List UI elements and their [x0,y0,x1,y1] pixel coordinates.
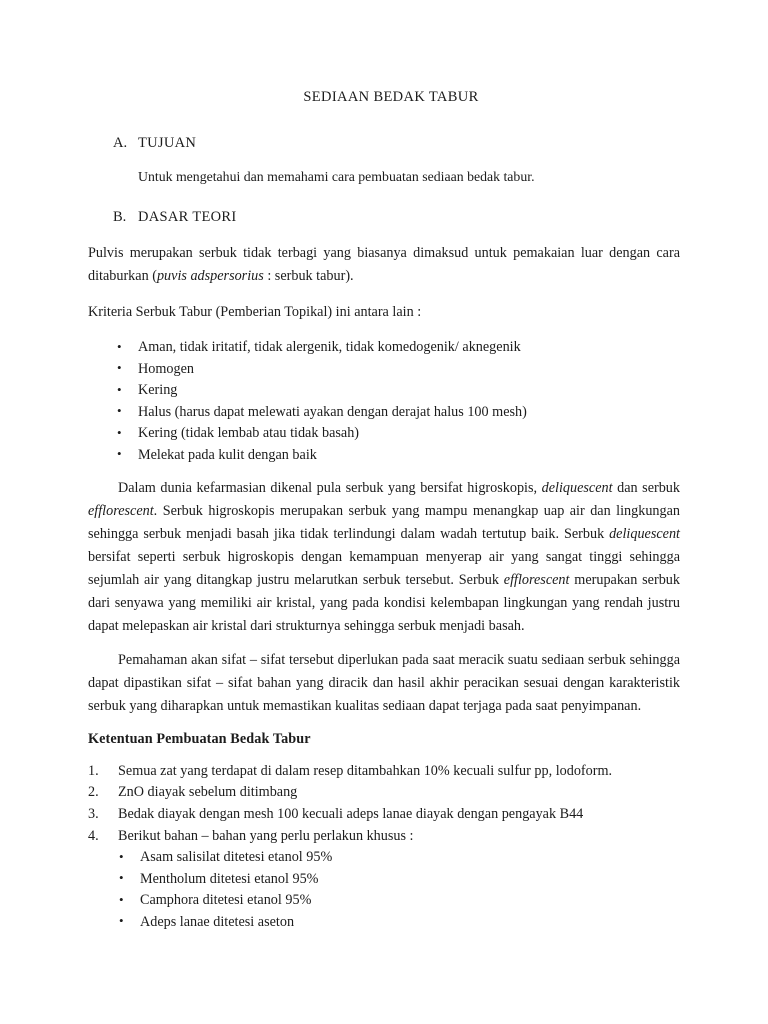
higroskopis-part1: Dalam dunia kefarmasian dikenal pula serbuk yang bersifat higroskopis, [118,480,542,497]
pulvis-text-part2: : serbuk tabur). [263,268,354,284]
term-efflorescent: efflorescent [88,503,154,520]
list-item: • Aman, tidak iritatif, tidak alergenik, tidak komedogenik/ aknegenik [117,337,680,359]
section-label: TUJUAN [138,134,197,151]
list-item: Semua zat yang terdapat di dalam resep ditambahkan 10% kecuali sulfur pp, lodoform. [118,762,613,779]
higroskopis-part3: . Serbuk higroskopis merupakan serbuk yang mampu menangkap uap air dan lingkungan sehingga serbuk menjadi basah jika tidak terlindungi dalam wadah tertutup baik. Serbuk [88,503,680,543]
list-item-label: Berikut bahan – bahan yang perlu perlakun khusus : [118,827,414,844]
higroskopis-part4: bersifat seperti serbuk higroskopis dengan kemampuan menyerap air yang sangat tinggi sehingga sejumlah air yang ditangkap justru melarutkan serbuk tersebut. Serbuk [88,549,680,589]
paragraph-higroskopis [88,477,680,638]
list-item: • Adeps lanae ditetesi aseton [119,912,680,934]
list-item: • Mentholum ditetesi etanol 95% [119,869,680,891]
list-item: ZnO diayak sebelum ditimbang [118,784,298,801]
paragraph-pemahaman: Pemahaman akan sifat – sifat tersebut diperlukan pada saat meracik suatu sediaan serbuk sehingga dapat dipastikan sifat – sifat bahan yang diracik dan hasil akhir peracikan sesuai dengan karakteristik serbuk yang diharapkan untuk memastikan kualitas sediaan dapat terjaga pada saat penyimpanan. [88,652,680,715]
section-label: DASAR TEORI [138,209,237,226]
higroskopis-part5: merupakan serbuk dari senyawa yang memiliki air kristal, yang pada kondisi kelembapan lingkungan yang rendah justru dapat melepaskan air kristal dari strukturnya sehingga serbuk menjadi basah. [88,572,680,635]
list-item: • Camphora ditetesi etanol 95% [119,890,680,912]
paragraph-pulvis [88,242,680,288]
section-heading-dasar-teori [88,208,680,228]
kriteria-list [88,337,680,466]
higroskopis-part2: dan serbuk [612,480,680,497]
perlakuan-khusus-list [118,847,680,933]
term-deliquescent: deliquescent [609,526,680,543]
pulvis-latin-term: puvis adspersorius [156,268,264,284]
page-title: SEDIAAN BEDAK TABUR [303,89,479,105]
kriteria-intro: Kriteria Serbuk Tabur (Pemberian Topikal) ini antara lain : [88,304,422,320]
list-item: • Halus (harus dapat melewati ayakan dengan derajat halus 100 mesh) [117,402,680,424]
ketentuan-list [88,761,680,934]
list-item: • Kering [117,380,680,402]
section-letter: B. [113,209,127,226]
list-item: • Asam salisilat ditetesi etanol 95% [119,847,680,869]
list-item: Bedak diayak dengan mesh 100 kecuali adeps lanae diayak dengan pengayak B44 [118,805,584,822]
list-item: • Kering (tidak lembab atau tidak basah) [117,423,680,445]
section-heading-tujuan [88,134,680,154]
term-efflorescent: efflorescent [503,572,570,589]
pulvis-text-part1: Pulvis merupakan serbuk tidak terbagi yang biasanya dimaksud untuk pemakaian luar dengan cara ditaburkan ( [88,245,680,284]
tujuan-text: Untuk mengetahui dan memahami cara pembuatan sediaan bedak tabur. [138,169,535,185]
ketentuan-heading: Ketentuan Pembuatan Bedak Tabur [88,731,311,748]
list-item: • Melekat pada kulit dengan baik [117,445,680,467]
section-letter: A. [113,134,128,151]
term-deliquescent: deliquescent [541,480,613,497]
list-item: • Homogen [117,359,680,381]
list-item [88,826,680,934]
